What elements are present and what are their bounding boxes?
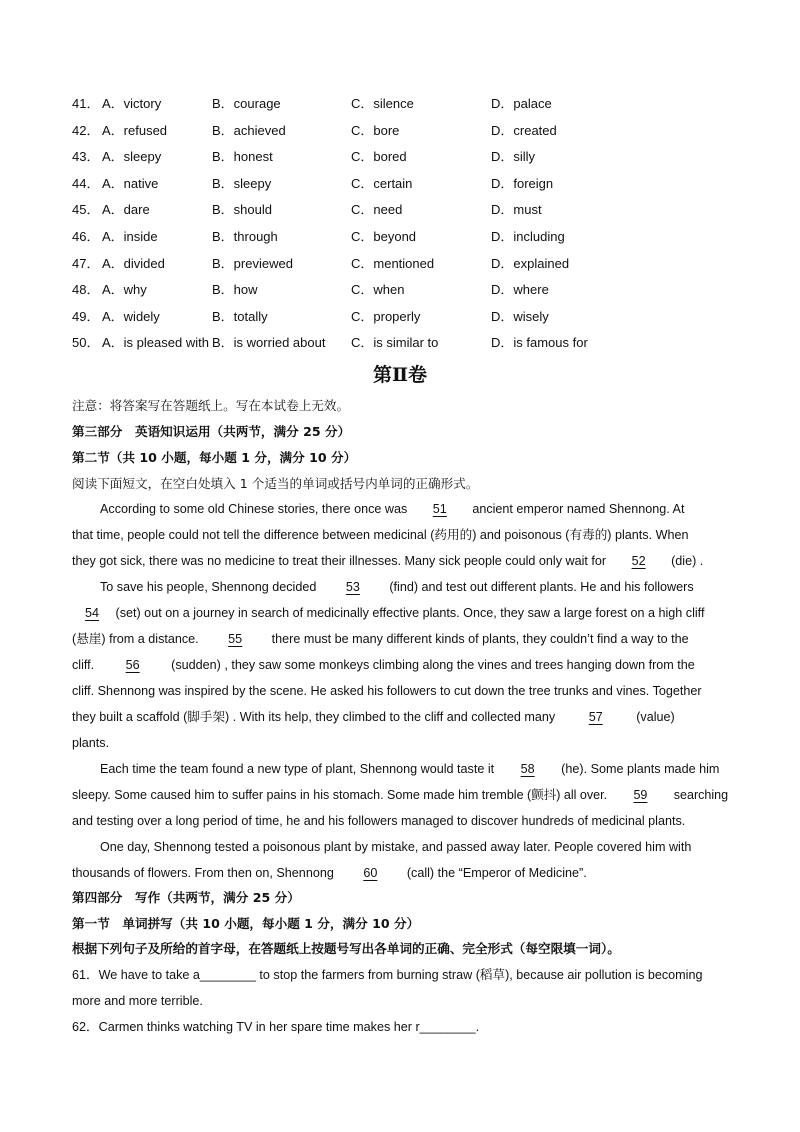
passage-line xyxy=(72,500,728,526)
text: (die) . xyxy=(671,554,704,568)
part3-instruction: 阅读下面短文，在空白处填入 1 个适当的单词或括号内单词的正确形式。 xyxy=(72,476,479,491)
text: (he). Some plants made him xyxy=(561,762,720,776)
question-number: 46． xyxy=(72,228,100,244)
question-number: 49． xyxy=(72,308,100,324)
option-c: C．bored xyxy=(351,149,407,165)
option-b: B．courage xyxy=(212,96,281,111)
option-a: A．sleepy xyxy=(102,149,162,165)
part4-section1-heading: 第一节 单词拼写（共 10 小题，每小题 1 分，满分 10 分） xyxy=(72,916,420,931)
option-b: B．is worried about xyxy=(212,335,326,351)
option-c: C．properly xyxy=(351,308,421,324)
question-number: 42． xyxy=(72,122,100,138)
option-b: B．totally xyxy=(212,308,268,324)
choice-row xyxy=(72,200,732,227)
text: sleepy. Some caused him to suffer pains in his stomach. Some made him tremble (颤抖) all over. xyxy=(72,788,608,802)
passage-line xyxy=(72,786,729,812)
choice-row xyxy=(72,147,732,174)
option-d: D．palace xyxy=(491,96,552,111)
option-b: B．sleepy xyxy=(212,175,272,191)
text: searching xyxy=(673,788,729,802)
passage-line xyxy=(72,578,728,604)
option-b: B．previewed xyxy=(212,255,293,271)
option-b: B．how xyxy=(212,282,258,298)
option-d: D．wisely xyxy=(491,308,549,324)
passage-line xyxy=(72,864,728,890)
option-a: A．refused xyxy=(102,122,168,138)
question-number: 50． xyxy=(72,335,100,351)
question-number: 48． xyxy=(72,282,100,298)
passage-line xyxy=(72,630,728,656)
text: To save his people, Shennong decided xyxy=(100,580,317,594)
option-a: A．divided xyxy=(102,255,165,271)
option-c: C．is similar to xyxy=(351,335,439,351)
part3-section2-heading: 第二节（共 10 小题，每小题 1 分，满分 10 分） xyxy=(72,450,357,465)
question-number: 47． xyxy=(72,255,100,271)
text: ancient emperor named Shennong. At xyxy=(472,502,685,516)
option-a: A．native xyxy=(102,175,159,191)
option-a: A．widely xyxy=(102,308,160,324)
text: Each time the team found a new type of plant, Shennong would taste it xyxy=(100,762,495,776)
blank-56: 56 xyxy=(125,658,140,672)
text: (call) the “Emperor of Medicine”. xyxy=(406,866,587,880)
option-c: C．certain xyxy=(351,175,413,191)
text: (sudden) , they saw some monkeys climbing along the vines and trees hanging down from the xyxy=(171,658,695,672)
option-d: D．created xyxy=(491,122,557,138)
text: cliff. xyxy=(72,658,95,672)
choice-row xyxy=(72,94,732,121)
choice-row xyxy=(72,174,732,201)
passage-line: One day, Shennong tested a poisonous plant by mistake, and passed away later. People covered him with xyxy=(100,840,692,854)
option-d: D．foreign xyxy=(491,175,554,191)
option-d: D．where xyxy=(491,282,549,298)
option-d: D．including xyxy=(491,228,565,244)
question-number: 45． xyxy=(72,202,100,218)
option-a: A．victory xyxy=(102,96,162,111)
blank-54: 54 xyxy=(84,606,99,620)
choice-row xyxy=(72,254,732,281)
passage-line xyxy=(72,604,728,630)
question-61-line1: 61．We have to take a________ to stop the farmers from burning straw (稻草), because air pollution is becoming xyxy=(72,968,703,982)
option-b: B．achieved xyxy=(212,122,286,138)
option-d: D．silly xyxy=(491,149,536,165)
option-b: B．honest xyxy=(212,149,273,165)
blank-55: 55 xyxy=(228,632,243,646)
choice-row xyxy=(72,333,732,360)
text: (find) and test out different plants. He and his followers xyxy=(389,580,694,594)
passage-line: cliff. Shennong was inspired by the scene. He asked his followers to cut down the tree trunks and vines. Together xyxy=(72,684,702,698)
option-a: A．dare xyxy=(102,202,150,218)
option-c: C．beyond xyxy=(351,228,417,244)
option-c: C．need xyxy=(351,202,403,218)
text: they got sick, there was no medicine to treat their illnesses. Many sick people could only wait for xyxy=(72,554,607,568)
option-a: A．inside xyxy=(102,228,158,244)
question-62: 62．Carmen thinks watching TV in her spare time makes her r________. xyxy=(72,1020,480,1034)
blank-59: 59 xyxy=(633,788,648,802)
question-number: 41． xyxy=(72,96,100,111)
option-c: C．when xyxy=(351,282,405,298)
option-a: A．why xyxy=(102,282,147,298)
choice-row xyxy=(72,280,732,307)
question-61-line2: more and more terrible. xyxy=(72,994,203,1008)
blank-57: 57 xyxy=(588,710,603,724)
option-c: C．silence xyxy=(351,96,414,111)
option-a: A．is pleased with xyxy=(102,335,209,351)
question-number: 44． xyxy=(72,175,100,191)
choice-row xyxy=(72,121,732,148)
choice-row xyxy=(72,227,732,254)
blank-60: 60 xyxy=(363,866,378,880)
option-d: D．is famous for xyxy=(491,335,588,351)
option-b: B．through xyxy=(212,228,278,244)
section-title: 第Ⅱ卷 xyxy=(372,364,427,386)
text: they built a scaffold (脚手架) . With its help, they climbed to the cliff and collected many xyxy=(72,710,556,724)
passage-line xyxy=(72,552,728,578)
question-number: 43． xyxy=(72,149,100,165)
text: there must be many different kinds of plants, they couldn’t find a way to the xyxy=(271,632,689,646)
choice-list xyxy=(72,94,732,360)
passage-line xyxy=(72,656,728,682)
option-d: D．must xyxy=(491,202,542,218)
text: thousands of flowers. From then on, Shennong xyxy=(72,866,334,880)
option-c: C．bore xyxy=(351,122,400,138)
part4-instruction: 根据下列句子及所给的首字母，在答题纸上按题号写出各单词的正确、完全形式（每空限填一词）。 xyxy=(72,941,620,956)
part4-heading: 第四部分 写作（共两节，满分 25 分） xyxy=(72,890,300,905)
text: According to some old Chinese stories, there once was xyxy=(100,502,408,516)
passage-line xyxy=(72,760,728,786)
passage-line: that time, people could not tell the difference between medicinal (药用的) and poisonous (有毒的) plants. When xyxy=(72,528,689,542)
passage-line xyxy=(72,708,728,734)
passage xyxy=(72,500,728,890)
option-b: B．should xyxy=(212,202,272,218)
option-d: D．explained xyxy=(491,255,570,271)
choice-row xyxy=(72,307,732,334)
text: (value) xyxy=(636,710,675,724)
blank-51: 51 xyxy=(432,502,447,516)
notice: 注意：将答案写在答题纸上。写在本试卷上无效。 xyxy=(72,398,350,413)
option-c: C．mentioned xyxy=(351,255,435,271)
blank-58: 58 xyxy=(520,762,535,776)
text: (set) out on a journey in search of medicinally effective plants. Once, they saw a large forest on a high cliff xyxy=(115,606,705,620)
blank-52: 52 xyxy=(631,554,646,568)
passage-line: and testing over a long period of time, he and his followers managed to discover hundreds of medicinal plants. xyxy=(72,814,686,828)
blank-53: 53 xyxy=(345,580,360,594)
passage-line: plants. xyxy=(72,736,110,750)
text: (悬崖) from a distance. xyxy=(72,632,199,646)
part3-heading: 第三部分 英语知识运用（共两节，满分 25 分） xyxy=(72,424,351,439)
